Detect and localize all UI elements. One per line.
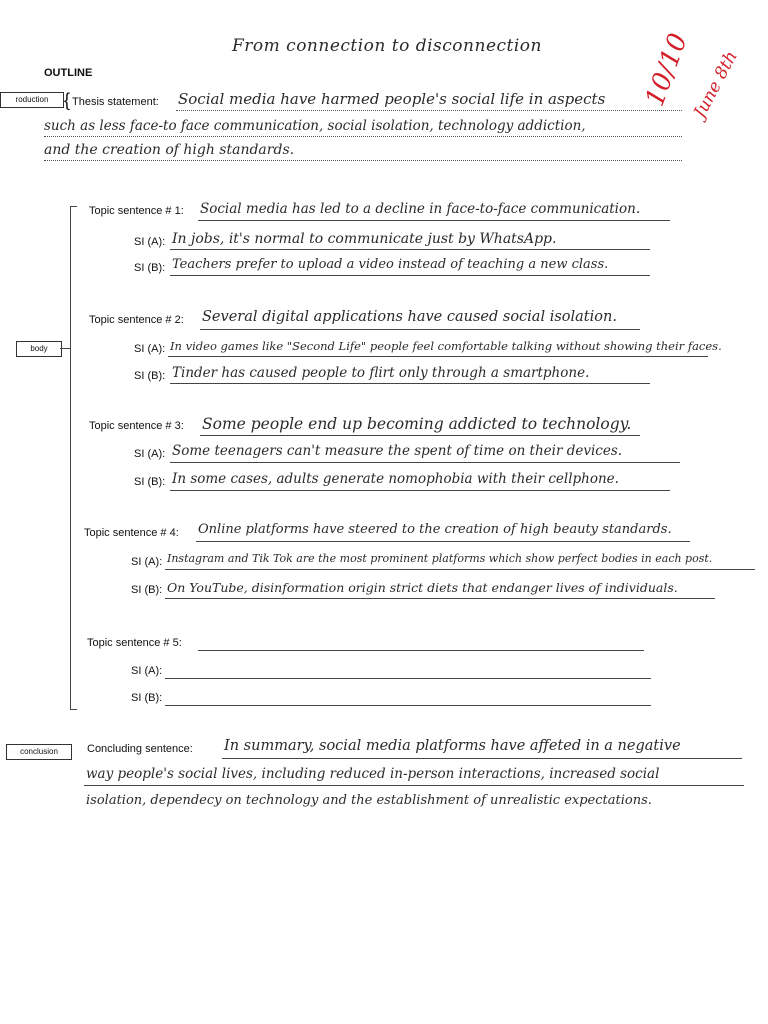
topic-4-text: Online platforms have steered to the creation of high beauty standards. [198,522,672,537]
thesis-line-1: Social media have harmed people's social life in aspects [178,90,606,108]
topic-5-si-a-label: SI (A): [131,665,163,677]
conclusion-line-2: way people's social lives, including reduced in-person interactions, increased social [86,766,660,782]
topic-5-label: Topic sentence # 5: [87,637,182,649]
section-conclusion-label: conclusion [6,744,72,760]
topic-3-si-b-rule [170,490,670,491]
topic-1-si-b: Teachers prefer to upload a video instead of teaching a new class. [172,257,609,272]
topic-2-si-b-label: SI (B): [134,370,166,382]
topic-2-si-b-rule [170,383,650,384]
topic-5-si-a-rule [165,678,651,679]
topic-4-si-b-label: SI (B): [131,584,163,596]
topic-1-si-a-rule [170,249,650,250]
topic-4-label: Topic sentence # 4: [84,527,179,539]
topic-3-rule [200,435,640,436]
conclusion-line-3: isolation, dependecy on technology and the establishment of unrealistic expectations. [86,793,652,808]
topic-4-si-a: Instagram and Tik Tok are the most prominent platforms which show perfect bodies in each post. [167,552,713,565]
thesis-label: Thesis statement: [72,96,159,108]
grade-mark: 10/10 [640,29,694,111]
thesis-line-3: and the creation of high standards. [44,142,295,158]
topic-2-text: Several digital applications have caused social isolation. [202,309,617,325]
thesis-rule-2 [44,136,682,137]
topic-4-si-a-rule [165,569,755,570]
conclusion-label: Concluding sentence: [87,743,193,755]
topic-5-si-b-label: SI (B): [131,692,163,704]
body-connector [60,348,70,349]
thesis-line-2: such as less face-to face communication, social isolation, technology addiction, [44,118,586,134]
topic-3-si-a-rule [170,462,680,463]
conclusion-line-1: In summary, social media platforms have affeted in a negative [224,738,681,754]
topic-1-si-b-rule [170,275,650,276]
topic-2-si-a-rule [168,356,708,357]
thesis-rule-3 [44,160,682,161]
topic-4-si-a-label: SI (A): [131,556,163,568]
date-mark: June 8th [690,47,742,122]
topic-2-si-a-label: SI (A): [134,343,166,355]
topic-2-si-b: Tinder has caused people to flirt only through a smartphone. [172,365,590,381]
topic-4-si-b-rule [165,598,715,599]
topic-2-rule [200,329,640,330]
section-body-label: body [16,341,62,357]
topic-4-rule [196,541,690,542]
topic-3-si-b: In some cases, adults generate nomophobia with their cellphone. [172,471,619,487]
topic-1-rule [198,220,670,221]
topic-3-si-a-label: SI (A): [134,448,166,460]
topic-3-si-b-label: SI (B): [134,476,166,488]
topic-2-label: Topic sentence # 2: [89,314,184,326]
section-introduction-label: roduction [0,92,64,108]
topic-1-si-a: In jobs, it's normal to communicate just by WhatsApp. [172,231,557,247]
topic-1-text: Social media has led to a decline in face-to-face communication. [200,201,641,217]
thesis-rule-1 [176,110,682,111]
conclusion-rule-1 [222,758,742,759]
topic-5-rule [198,650,644,651]
topic-3-text: Some people end up becoming addicted to technology. [202,415,632,433]
topic-1-label: Topic sentence # 1: [89,205,184,217]
topic-3-label: Topic sentence # 3: [89,420,184,432]
body-bracket [70,206,77,710]
topic-1-si-b-label: SI (B): [134,262,166,274]
intro-bracket: { [64,90,71,110]
conclusion-rule-2 [84,785,744,786]
topic-4-si-b: On YouTube, disinformation origin strict diets that endanger lives of individuals. [167,580,678,595]
topic-5-si-b-rule [165,705,651,706]
topic-3-si-a: Some teenagers can't measure the spent of time on their devices. [172,443,623,459]
page-title: From connection to disconnection [232,36,542,56]
topic-2-si-a: In video games like "Second Life" people feel comfortable talking without showing their faces. [170,339,722,353]
topic-1-si-a-label: SI (A): [134,236,166,248]
outline-heading: OUTLINE [44,67,93,79]
